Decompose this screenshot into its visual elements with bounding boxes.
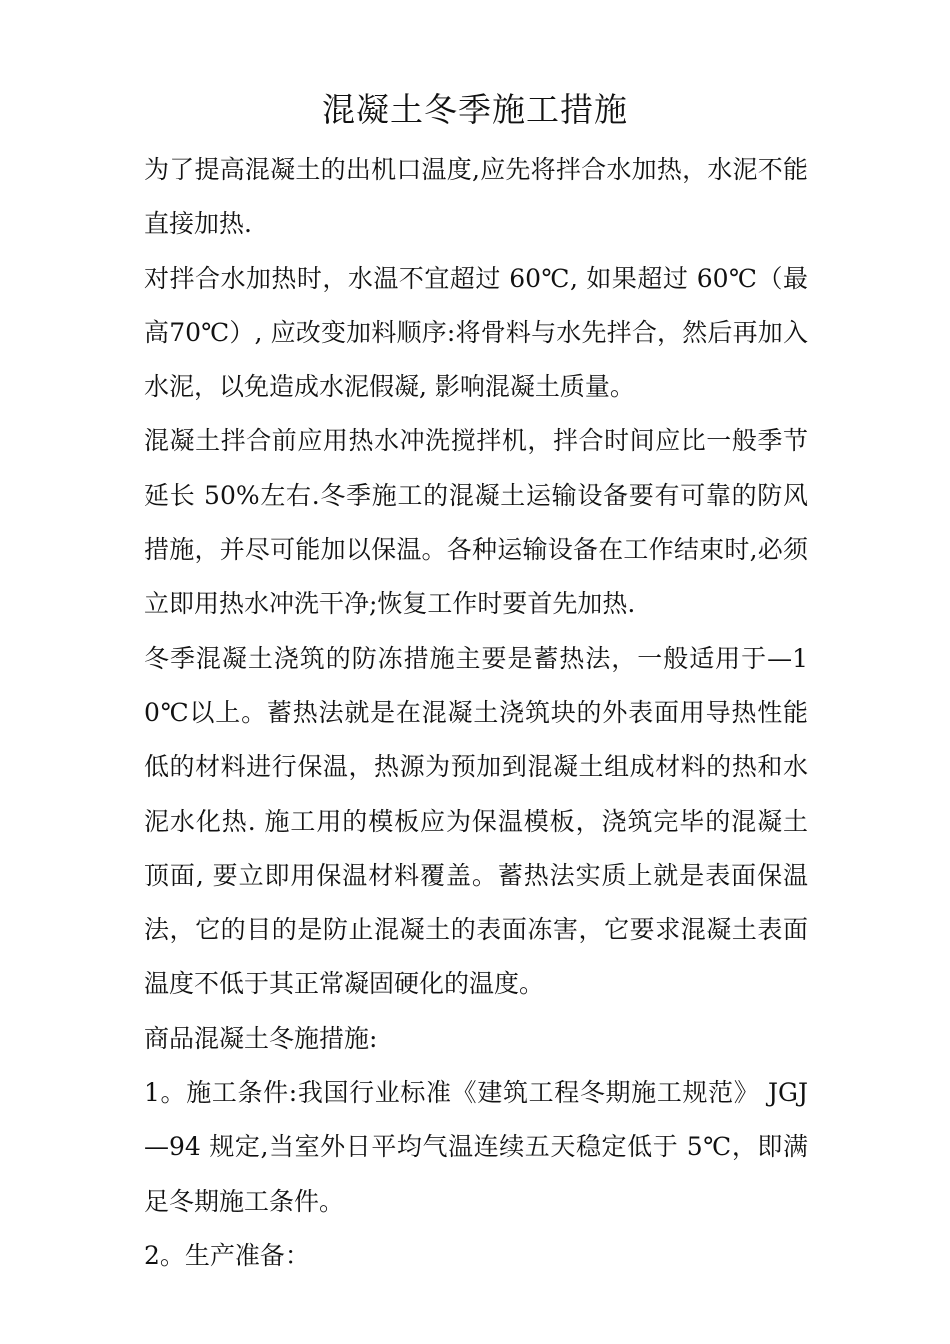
paragraph-commercial-concrete-heading: 商品混凝土冬施措施: [144,1023,378,1053]
paragraph-mixer-cleaning: 混凝土拌合前应用热水冲洗搅拌机，拌合时间应比一般季节延长 50%左右.冬季施工的混凝土运输设备要有可靠的防风措施，并尽可能加以保温。各种运输设备在工作结束时,必须立即用热水冲洗干净;恢复工作时要首先加热. [144,426,808,619]
paragraph-heating-water: 为了提高混凝土的出机口温度,应先将拌合水加热，水泥不能直接加热. [144,155,808,239]
document-title: 混凝土冬季施工措施 [322,90,628,129]
paragraph-production-preparation: 2。生产准备： [144,1240,310,1270]
document-body [144,143,808,1283]
paragraph-water-temperature: 对拌合水加热时，水温不宜超过 60℃, 如果超过 60℃（最高70℃）, 应改变加料顺序:将骨料与水先拌合，然后再加入水泥，以免造成水泥假凝, 影响混凝土质量。 [144,263,808,402]
paragraph-construction-conditions: 1。施工条件:我国行业标准《建筑工程冬期施工规范》 JGJ—94 规定,当室外日平均气温连续五天稳定低于 5℃，即满足冬期施工条件。 [144,1078,808,1216]
paragraph-heat-storage-method: 冬季混凝土浇筑的防冻措施主要是蓄热法，一般适用于—10℃以上。蓄热法就是在混凝土浇筑块的外表面用导热性能低的材料进行保温，热源为预加到混凝土组成材料的热和水泥水化热. 施工用的模板应为保温模板，浇筑完毕的混凝土顶面, 要立即用保温材料覆盖。蓄热法实质上就是表面保温法，它的目的是防止混凝土的表面冻害，它要求混凝土表面温度不低于其正常凝固硬化的温度。 [144,643,808,999]
